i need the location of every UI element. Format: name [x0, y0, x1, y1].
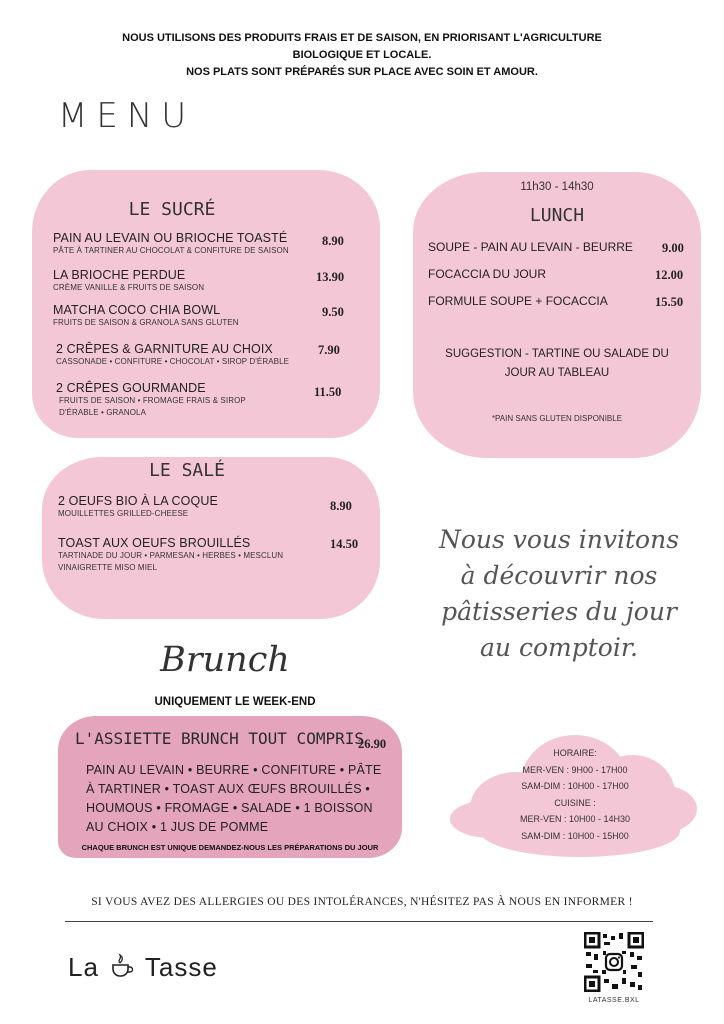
- sale-title: LE SALÉ: [149, 460, 225, 481]
- item-name: 2 OEUFS BIO À LA COQUE: [58, 494, 218, 508]
- invite-line: pâtisseries du jour: [441, 597, 677, 626]
- logo-text-left: La: [68, 952, 99, 982]
- hours-line: MER-VEN : 10H00 - 14H30: [519, 814, 631, 824]
- item-desc: FRUITS DE SAISON • FROMAGE FRAIS & SIROP: [59, 396, 246, 405]
- item-desc: MOUILLETTES GRILLED-CHEESE: [58, 509, 189, 518]
- item-price: 9.50: [322, 305, 344, 319]
- sale-item: [58, 536, 283, 574]
- lunch-note: *PAIN SANS GLUTEN DISPONIBLE: [491, 414, 623, 423]
- suggestion-line: SUGGESTION - TARTINE OU SALADE DU: [445, 348, 669, 360]
- item-price: 7.90: [318, 343, 340, 357]
- invite-text: [424, 522, 694, 666]
- logo-text-right: Tasse: [144, 952, 218, 982]
- hours-line: SAM-DIM : 10H00 - 15H00: [521, 830, 629, 841]
- logo: [68, 952, 218, 983]
- item-price: 13.90: [316, 270, 345, 284]
- sale-item: [58, 494, 218, 520]
- item-price: 14.50: [330, 537, 359, 551]
- intro-text: [60, 30, 664, 81]
- item-desc: FRUITS DE SAISON & GRANOLA SANS GLUTEN: [53, 318, 239, 327]
- brunch-subtitle: UNIQUEMENT LE WEEK-END: [154, 696, 316, 708]
- item-name: PAIN AU LEVAIN OU BRIOCHE TOASTÉ: [53, 231, 288, 245]
- item-desc: D'ÉRABLE • GRANOLA: [59, 408, 147, 417]
- qr-label: LATASSE.BXL: [588, 997, 640, 1004]
- lunch-title: LUNCH: [529, 205, 585, 226]
- brunch-line: À TARTINER • TOAST AUX ŒUFS BROUILLÉS •: [86, 782, 370, 796]
- hours-line: HORAIRE:: [553, 748, 597, 758]
- sucre-item: [53, 231, 289, 257]
- hours-line: CUISINE :: [554, 797, 596, 808]
- lunch-item-name: FOCACCIA DU JOUR: [428, 267, 547, 281]
- item-name: 2 CRÊPES GOURMANDE: [56, 381, 206, 395]
- divider: [65, 921, 653, 922]
- hours-text: [500, 745, 650, 844]
- invite-line: Nous vous invitons: [438, 525, 680, 554]
- item-name: MATCHA COCO CHIA BOWL: [53, 303, 221, 317]
- allergy-notice: SI VOUS AVEZ DES ALLERGIES OU DES INTOLÉRANCES, N'HÉSITEZ PAS À NOUS EN INFORMER !: [91, 896, 633, 908]
- menu-title: MENU: [58, 96, 196, 136]
- brunch-note: CHAQUE BRUNCH EST UNIQUE DEMANDEZ-NOUS LES PRÉPARATIONS DU JOUR: [81, 843, 379, 852]
- suggestion-line: JOUR AU TABLEAU: [504, 367, 610, 379]
- sucre-item: [53, 303, 239, 329]
- lunch-item-name: SOUPE - PAIN AU LEVAIN - BEURRE: [428, 240, 633, 254]
- item-name: TOAST AUX OEUFS BROUILLÉS: [58, 536, 251, 550]
- item-desc: PÂTE À TARTINER AU CHOCOLAT & CONFITURE DE SAISON: [53, 246, 289, 255]
- intro-line: NOS PLATS SONT PRÉPARÉS SUR PLACE AVEC SOIN ET AMOUR.: [186, 66, 538, 78]
- item-desc: CRÈME VANILLE & FRUITS DE SAISON: [53, 283, 205, 292]
- qr-code-icon[interactable]: [584, 932, 644, 992]
- lunch-item-name: FORMULE SOUPE + FOCACCIA: [428, 294, 608, 308]
- brunch-line: HOUMOUS • FROMAGE • SALADE • 1 BOISSON: [86, 801, 373, 815]
- item-price: 11.50: [314, 385, 342, 399]
- item-desc: CASSONADE • CONFITURE • CHOCOLAT • SIROP D'ÉRABLE: [56, 357, 290, 366]
- sucre-item: [53, 268, 204, 294]
- invite-line: à découvrir nos: [460, 561, 658, 590]
- invite-line: au comptoir.: [480, 633, 638, 662]
- sucre-item: [56, 342, 289, 368]
- item-name: 2 CRÊPES & GARNITURE AU CHOIX: [56, 342, 273, 356]
- item-price: 8.90: [322, 234, 344, 248]
- intro-line: NOUS UTILISONS DES PRODUITS FRAIS ET DE SAISON, EN PRIORISANT L'AGRICULTURE: [122, 32, 602, 44]
- hours-line: MER-VEN : 9H00 - 17H00: [522, 764, 628, 775]
- lunch-suggestion: [413, 345, 701, 383]
- sucre-title: LE SUCRÉ: [128, 199, 216, 220]
- lunch-hours: 11h30 - 14h30: [520, 181, 594, 193]
- item-price: 15.50: [655, 295, 684, 309]
- brunch-line: PAIN AU LEVAIN • BEURRE • CONFITURE • PÂTE: [86, 763, 382, 777]
- item-desc: VINAIGRETTE MISO MIEL: [58, 563, 158, 572]
- brunch-line: AU CHOIX • 1 JUS DE POMME: [86, 820, 269, 834]
- item-desc: TARTINADE DU JOUR • PARMESAN • HERBES • MESCLUN: [58, 551, 284, 560]
- cup-icon: [109, 953, 135, 979]
- brunch-title: Brunch: [160, 640, 290, 680]
- brunch-box-title: L'ASSIETTE BRUNCH TOUT COMPRIS: [75, 729, 364, 748]
- item-price: 8.90: [330, 499, 352, 513]
- hours-line: SAM-DIM : 10H00 - 17H00: [521, 781, 629, 791]
- intro-line: BIOLOGIQUE ET LOCALE.: [292, 49, 432, 61]
- brunch-lines: [86, 761, 381, 837]
- item-price: 9.00: [662, 241, 684, 255]
- item-price: 12.00: [655, 268, 684, 282]
- item-name: LA BRIOCHE PERDUE: [53, 268, 186, 282]
- sucre-item: [56, 381, 246, 419]
- brunch-price: 26.90: [358, 737, 387, 751]
